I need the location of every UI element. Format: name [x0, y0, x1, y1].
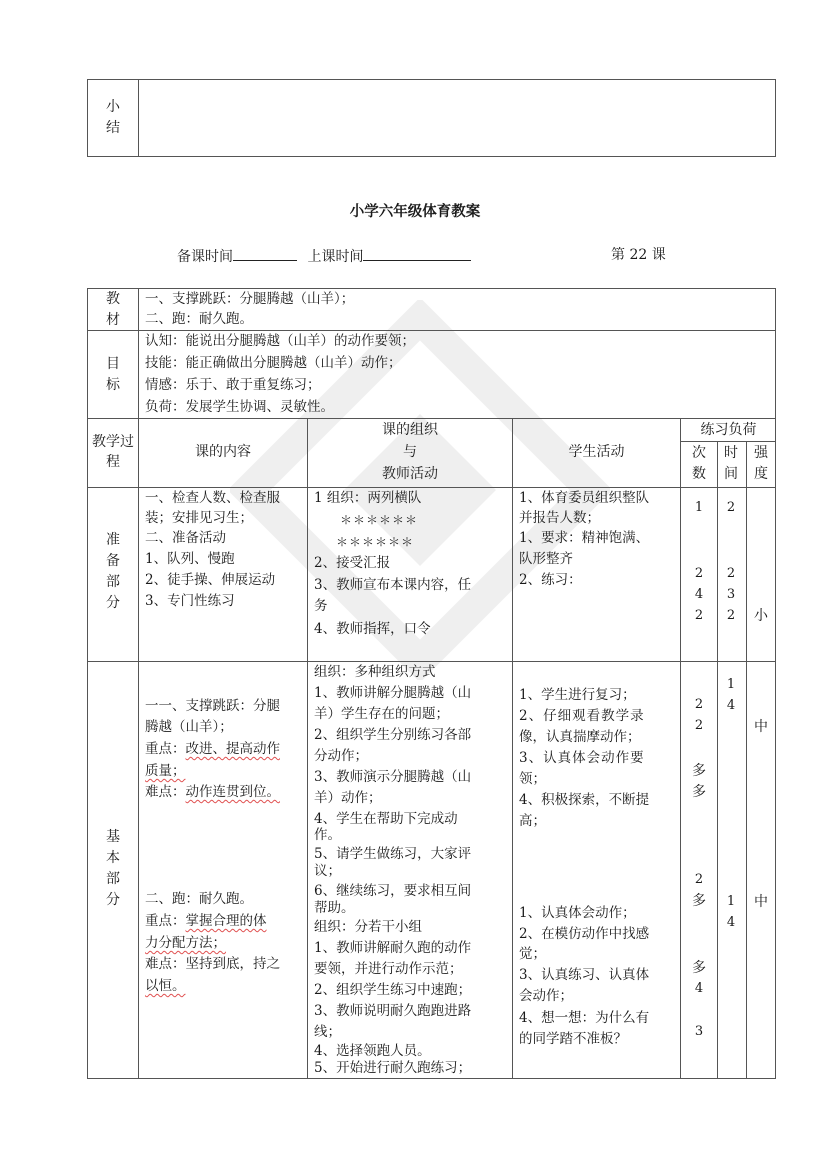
basic-difficulty: 难点：动作连贯到位。 — [145, 784, 280, 800]
prep-time-field[interactable] — [233, 246, 297, 261]
basic-org-line: 帮助。 — [314, 900, 355, 916]
basic-count: 2 — [694, 697, 704, 712]
prep-org-line: 务 — [314, 598, 328, 614]
basic-count: 4 — [694, 981, 704, 996]
basic-org-line: 6、继续练习，要求相互间 — [314, 883, 472, 899]
summary-content[interactable] — [142, 82, 772, 154]
header-intensity: 强度 — [754, 445, 768, 482]
basic-org-line: 组织：分若干小组 — [314, 919, 422, 935]
prep-content-line: 1、队列、慢跑 — [145, 551, 235, 567]
basic-org-line: 组织：多种组织方式 — [314, 664, 436, 680]
basic-student-line: 觉； — [519, 946, 546, 962]
section-basic-label: 基本部分 — [106, 829, 120, 908]
prep-student-line: 队形整齐 — [519, 551, 573, 567]
summary-divider — [138, 79, 139, 157]
basic-count: 2 — [694, 718, 704, 733]
basic-org-line: 羊）学生存在的问题； — [314, 706, 449, 722]
page-title: 小学六年级体育教案 — [349, 204, 481, 220]
prep-student-line: 1、要求：精神饱满、 — [519, 530, 650, 546]
basic-student-line: 2、在模仿动作中找感 — [519, 926, 650, 942]
objective-line-4: 负荷：发展学生协调、灵敏性。 — [145, 399, 334, 415]
objective-line-3: 情感：乐于、敢于重复练习； — [145, 377, 321, 393]
basic-org-line: 4、学生在帮助下完成动 — [314, 811, 458, 827]
summary-label: 小结 — [106, 99, 120, 136]
basic-time: 4 — [726, 915, 736, 930]
basic-count: 多 — [692, 763, 706, 779]
basic-count: 多 — [692, 960, 706, 976]
basic-count: 2 — [694, 872, 704, 887]
basic-content-heading: 腾越（山羊）； — [145, 719, 233, 735]
header-organization-1: 课的组织 — [382, 422, 438, 438]
basic-org-line: 羊）动作； — [314, 790, 382, 806]
prep-count: 2 — [694, 566, 704, 581]
basic-org-line: 2、组织学生分别练习各部 — [314, 727, 472, 743]
col-divider — [512, 418, 513, 1079]
col-divider — [746, 441, 747, 1079]
lesson-meta — [177, 246, 471, 267]
prep-content-line: 装；安排见习生； — [145, 510, 253, 526]
prep-org-line: 4、教师指挥，口令 — [314, 621, 431, 637]
basic-intensity: 中 — [754, 894, 768, 910]
basic-difficulty-cont: 以恒。 — [145, 978, 186, 994]
basic-student-line: 1、认真体会动作； — [519, 905, 636, 921]
header-count: 次数 — [692, 445, 706, 482]
row-divider — [87, 418, 776, 419]
teaching-material-line-1: 一、支撑跳跃：分腿腾越（山羊）； — [145, 291, 355, 307]
prep-time: 2 — [726, 566, 736, 581]
col-divider — [138, 288, 139, 1079]
basic-key-point: 重点：改进、提高动作 — [145, 741, 280, 757]
prep-time-label: 备课时间 — [177, 249, 233, 265]
prep-count: 2 — [694, 608, 704, 623]
header-process: 教学过程 — [92, 434, 134, 470]
basic-student-line: 3、认真体会动作要 — [519, 750, 645, 766]
prep-count: 1 — [694, 500, 704, 515]
basic-intensity: 中 — [754, 719, 768, 735]
basic-count: 3 — [694, 1024, 704, 1039]
basic-count: 多 — [692, 893, 706, 909]
prep-content-line: 3、专门性练习 — [145, 593, 235, 609]
basic-count: 多 — [692, 784, 706, 800]
prep-time: 3 — [726, 587, 736, 602]
basic-org-line: 5、开始进行耐久跑练习； — [314, 1060, 472, 1076]
basic-student-line: 像，认真揣摩动作； — [519, 729, 641, 745]
row-divider — [87, 661, 776, 662]
prep-content-line: 一、检查人数、检查服 — [145, 490, 280, 506]
row-divider — [87, 330, 776, 331]
basic-student-line: 2、仔细观看教学录 — [519, 708, 645, 724]
teaching-material-label: 教材 — [106, 291, 120, 328]
basic-org-line: 2、组织学生练习中速跑； — [314, 982, 472, 998]
row-divider — [87, 487, 776, 488]
prep-org-line: 1 组织：两列横队 — [314, 490, 422, 506]
prep-student-line: 并报告人数； — [519, 510, 600, 526]
prep-count: 4 — [694, 587, 704, 602]
class-time-label: 上课时间 — [307, 249, 364, 265]
prep-time: 2 — [726, 608, 736, 623]
basic-time: 1 — [726, 677, 736, 692]
header-organization-2: 与 — [403, 444, 417, 460]
section-prep-label: 准备部分 — [106, 532, 120, 611]
basic-key-point-cont: 质量； — [145, 763, 186, 779]
objectives-label: 目标 — [106, 356, 120, 393]
prep-content-line: 2、徒手操、伸展运动 — [145, 572, 276, 588]
basic-org-line: 线； — [314, 1024, 341, 1040]
header-content: 课的内容 — [195, 444, 251, 460]
basic-time: 1 — [726, 894, 736, 909]
basic-content-heading: 二、跑：耐久跑。 — [145, 891, 253, 907]
header-time: 时间 — [724, 445, 738, 482]
objective-line-2: 技能：能正确做出分腿腾越（山羊）动作； — [145, 355, 402, 371]
teaching-material-line-2: 二、跑：耐久跑。 — [145, 311, 253, 327]
header-load: 练习负荷 — [700, 422, 757, 438]
prep-time: 2 — [726, 500, 736, 515]
objective-line-1: 认知：能说出分腿腾越（山羊）的动作要领； — [145, 333, 415, 349]
class-time-field[interactable] — [363, 246, 471, 261]
prep-org-formation: ＊＊＊＊＊＊ — [336, 535, 415, 549]
basic-time: 4 — [726, 698, 736, 713]
basic-org-line: 3、教师说明耐久跑跑进路 — [314, 1003, 472, 1019]
prep-student-line: 2、练习： — [519, 572, 582, 588]
basic-student-line: 3、认真练习、认真体 — [519, 967, 650, 983]
basic-key-point: 重点：掌握合理的体 — [145, 913, 267, 929]
lesson-number: 第 22 课 — [611, 247, 666, 263]
basic-org-line: 要领，并进行动作示范； — [314, 961, 463, 977]
prep-org-line: 3、教师宣布本课内容，任 — [314, 577, 472, 593]
prep-org-line: 2、接受汇报 — [314, 555, 391, 571]
row-divider — [680, 441, 776, 442]
basic-org-line: 1、教师讲解耐久跑的动作 — [314, 940, 472, 956]
basic-student-line: 1、学生进行复习； — [519, 687, 636, 703]
basic-student-line: 4、积极探索，不断提 — [519, 792, 650, 808]
basic-org-line: 议； — [314, 863, 341, 879]
basic-student-line: 的同学踏不准板？ — [519, 1031, 627, 1047]
col-divider — [680, 418, 681, 1079]
basic-content-heading: 一一、支撑跳跃：分腿 — [145, 698, 280, 714]
basic-key-point-cont: 力分配方法； — [145, 935, 226, 951]
basic-difficulty: 难点：坚持到底，持之 — [145, 956, 280, 972]
basic-student-line: 会动作； — [519, 988, 573, 1004]
basic-org-line: 5、请学生做练习，大家评 — [314, 846, 472, 862]
basic-org-line: 分动作； — [314, 748, 368, 764]
basic-student-line: 领； — [519, 771, 546, 787]
basic-org-line: 1、教师讲解分腿腾越（山 — [314, 685, 472, 701]
basic-org-line: 作。 — [314, 827, 341, 843]
header-student-activity: 学生活动 — [568, 444, 625, 460]
col-divider — [307, 418, 308, 1079]
header-organization-3: 教师活动 — [382, 466, 438, 482]
prep-org-formation: ＊＊＊＊＊＊ — [340, 513, 419, 527]
basic-org-line: 4、选择领跑人员。 — [314, 1043, 431, 1059]
prep-student-line: 1、体育委员组织整队 — [519, 490, 650, 506]
col-divider — [717, 441, 718, 1079]
basic-student-line: 4、想一想：为什么有 — [519, 1010, 650, 1026]
basic-org-line: 3、教师演示分腿腾越（山 — [314, 769, 472, 785]
prep-content-line: 二、准备活动 — [145, 530, 226, 546]
basic-student-line: 高； — [519, 813, 546, 829]
prep-intensity: 小 — [754, 608, 768, 624]
